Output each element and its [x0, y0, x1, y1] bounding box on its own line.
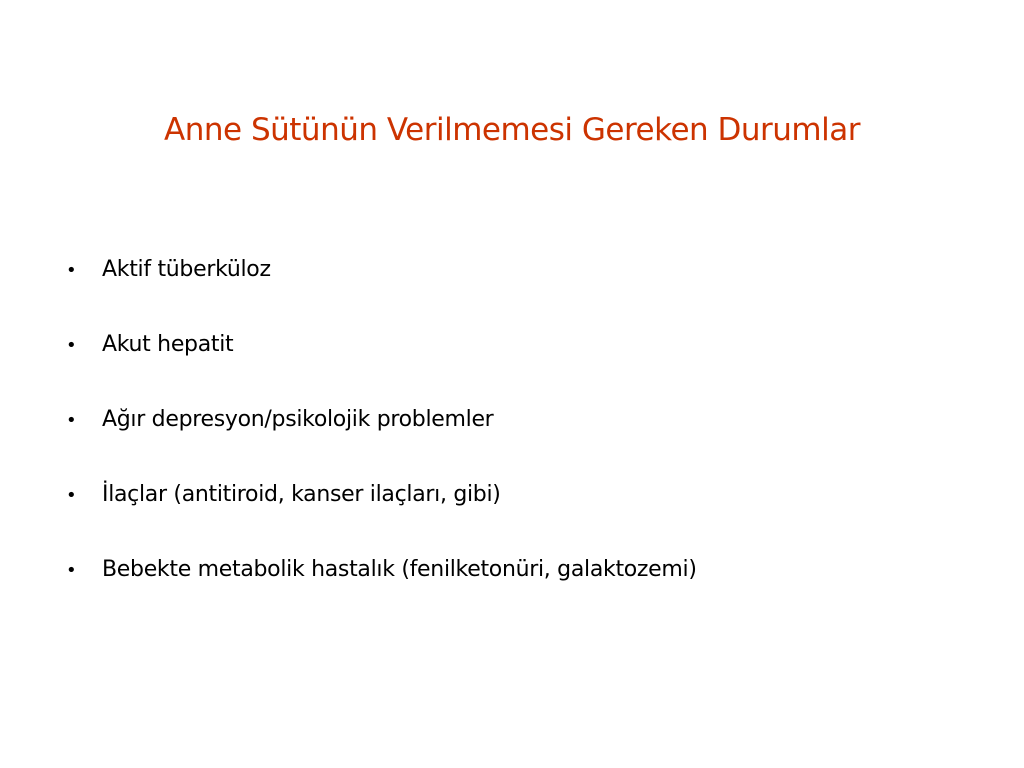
list-item-text: Aktif tüberküloz	[102, 257, 271, 282]
list-item-text: İlaçlar (antitiroid, kanser ilaçları, gibi)	[102, 482, 501, 507]
list-item-text: Akut hepatit	[102, 332, 234, 357]
slide-title: Anne Sütünün Verilmemesi Gereken Durumlar	[164, 112, 860, 148]
list-item	[66, 398, 966, 473]
bullet-icon: •	[66, 410, 77, 431]
bullet-icon: •	[66, 485, 77, 506]
bullet-list	[66, 248, 966, 623]
bullet-icon: •	[66, 335, 77, 356]
bullet-icon: •	[66, 260, 77, 281]
list-item	[66, 248, 966, 323]
list-item-text: Bebekte metabolik hastalık (fenilketonüri, galaktozemi)	[102, 557, 697, 582]
bullet-icon: •	[66, 560, 77, 581]
list-item	[66, 473, 966, 548]
list-item	[66, 548, 966, 623]
list-item-text: Ağır depresyon/psikolojik problemler	[102, 407, 494, 432]
list-item	[66, 323, 966, 398]
